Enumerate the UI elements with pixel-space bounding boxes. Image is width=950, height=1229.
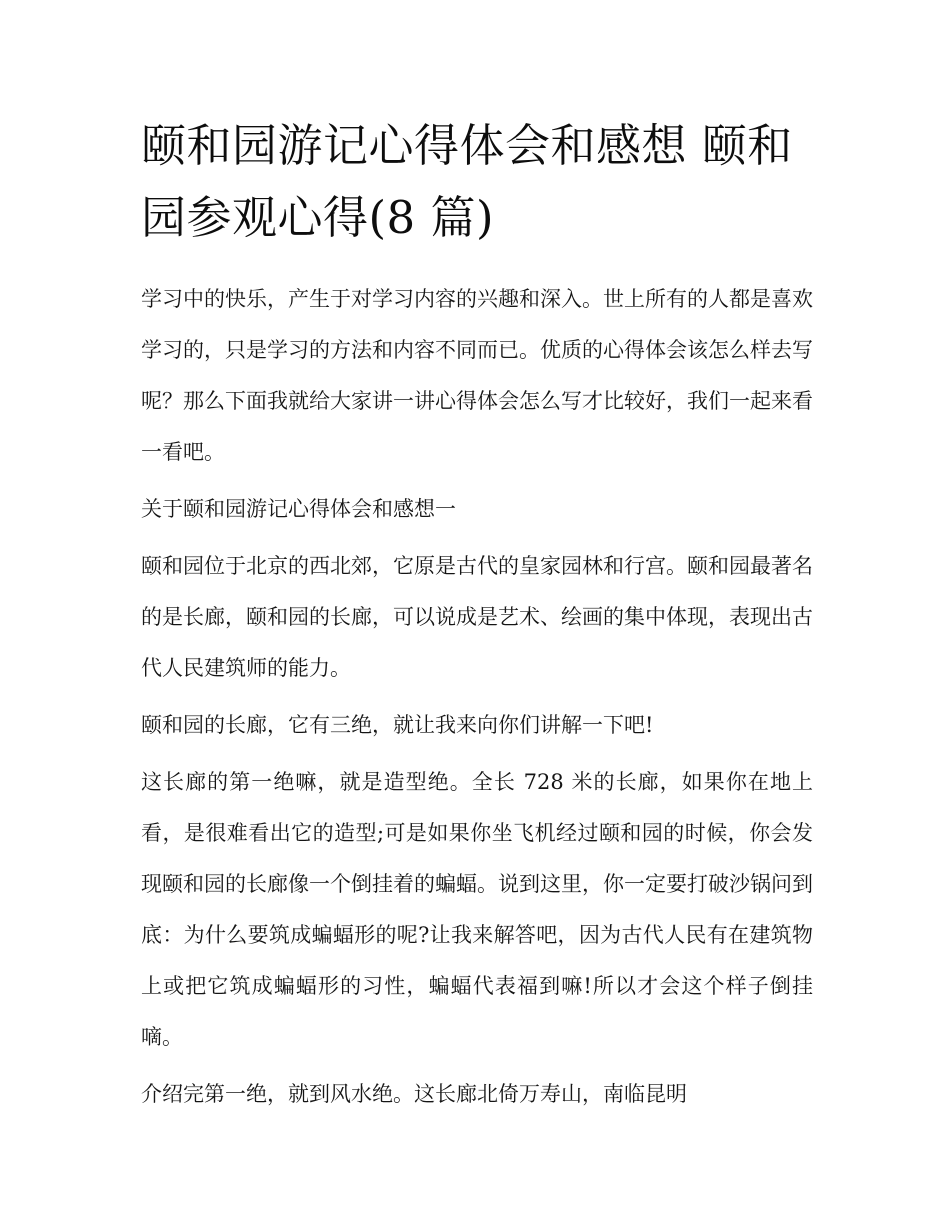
body-paragraph: 介绍完第一绝，就到风水绝。这长廊北倚万寿山，南临昆明	[141, 1082, 687, 1106]
document-body	[141, 274, 813, 1120]
document-page	[141, 110, 813, 1126]
body-paragraph: 颐和园的长廊，它有三绝，就让我来向你们讲解一下吧!	[141, 713, 654, 737]
body-paragraph: 颐和园位于北京的西北郊，它原是古代的皇家园林和行宫。颐和园最著名的是长廊，颐和园的长廊，可以说成是艺术、绘画的集中体现，表现出古代人民建筑师的能力。	[141, 554, 813, 680]
intro-paragraph: 学习中的快乐，产生于对学习内容的兴趣和深入。世上所有的人都是喜欢学习的，只是学习的方法和内容不同而已。优质的心得体会该怎么样去写呢？那么下面我就给大家讲一讲心得体会怎么写才比较好，我们一起来看一看吧。	[141, 287, 813, 464]
body-paragraph: 这长廊的第一绝嘛，就是造型绝。全长 728 米的长廊，如果你在地上看，是很难看出它的造型;可是如果你坐飞机经过颐和园的时候，你会发现颐和园的长廊像一个倒挂着的蝙蝠。说到这里，你一定要打破沙锅问到底：为什么要筑成蝙蝠形的呢?让我来解答吧，因为古代人民有在建筑物上或把它筑成蝙蝠形的习性，蝙蝠代表福到嘛!所以才会这个样子倒挂嘀。	[141, 770, 813, 1049]
document-title: 颐和园游记心得体会和感想 颐和园参观心得(8 篇)	[141, 119, 793, 244]
section-heading: 关于颐和园游记心得体会和感想一	[141, 497, 456, 521]
